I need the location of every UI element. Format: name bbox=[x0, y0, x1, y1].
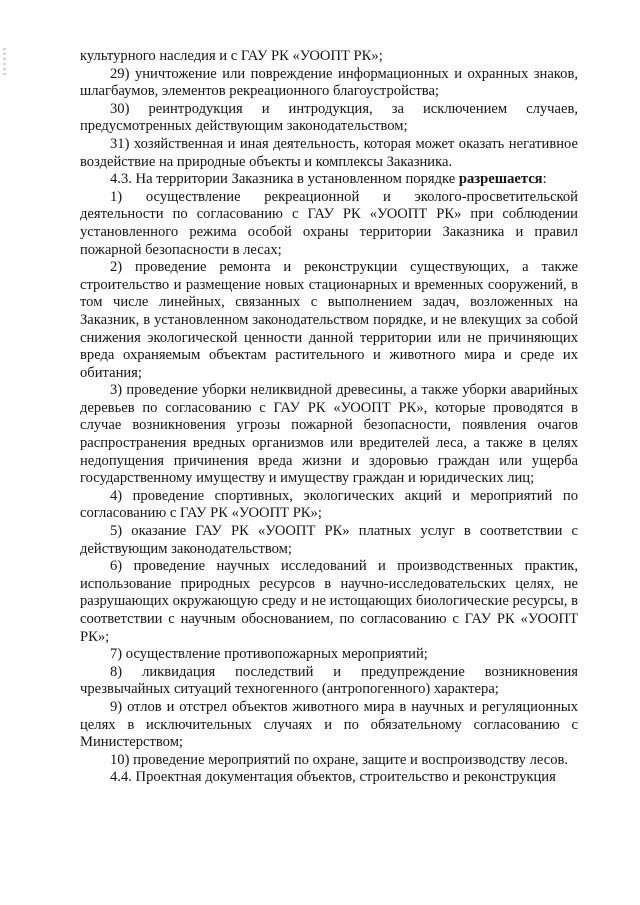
section-4-3-text: 4.3. На территории Заказника в установленном порядке bbox=[110, 171, 456, 188]
permitted-item-6: 6) проведение научных исследований и производственных практик, использование природных ресурсов в научно-исследовательских целях, не разрушающих окружающую среду и не истощающих биологические ресурсы, в соответствии с научным обоснованием, по согласованию с ГАУ РК «УООПТ РК»; bbox=[80, 558, 578, 645]
permitted-item-1: 1) осуществление рекреационной и эколого-просветительской деятельности по согласованию с ГАУ РК «УООПТ РК» при соблюдении установленного режима особой охраны территории Заказника и правил пожарной безопасности в лесах; bbox=[80, 188, 578, 258]
document-body bbox=[80, 48, 578, 787]
permitted-item-3: 3) проведение уборки неликвидной древесины, а также уборки аварийных деревьев по согласованию с ГАУ РК «УООПТ РК», которые проводятся в случае возникновения угрозы пожарной безопасности, появления очагов распространения вредных организмов или вредителей леса, а также в целях недопущения причинения вреда жизни и здоровью граждан или ущерба государственному имуществу и имуществу граждан и юридических лиц; bbox=[80, 382, 578, 487]
section-4-4-start: 4.4. Проектная документация объектов, строительство и реконструкция bbox=[110, 769, 556, 786]
paragraph-heritage-continuation: культурного наследия и с ГАУ РК «УООПТ РК»; bbox=[80, 48, 383, 64]
permitted-item-7: 7) осуществление противопожарных мероприятий; bbox=[110, 646, 428, 663]
paragraph-item-30: 30) реинтродукция и интродукция, за исключением случаев, предусмотренных действующим законодательством; bbox=[80, 100, 578, 135]
permitted-item-2: 2) проведение ремонта и реконструкции существующих, а также строительство и размещение новых стационарных и временных сооружений, в том числе линейных, связанных с выполнением задач, возложенных на Заказник, в установленном законодательством порядке, и не влекущих за собой снижения экологической ценности данной территории или не причиняющих вреда охраняемым объектам растительного и животного мира и среде их обитания; bbox=[80, 259, 578, 381]
scan-edge-marks bbox=[3, 48, 6, 78]
paragraph-item-31: 31) хозяйственная и иная деятельность, которая может оказать негативное воздействие на природные объекты и комплексы Заказника. bbox=[80, 135, 578, 170]
permitted-item-9: 9) отлов и отстрел объектов животного мира в научных и регуляционных целях в исключительных случаях и по обязательному согласованию с Министерством; bbox=[80, 698, 578, 751]
section-4-3-heading bbox=[80, 171, 578, 189]
permitted-item-8: 8) ликвидация последствий и предупреждение возникновения чрезвычайных ситуаций техногенного (антропогенного) характера; bbox=[80, 663, 578, 698]
paragraph-item-29: 29) уничтожение или повреждение информационных и охранных знаков, шлагбаумов, элементов рекреационного благоустройства; bbox=[80, 65, 578, 100]
section-4-3-colon: : bbox=[542, 171, 547, 188]
section-4-3-bold-word: разрешается bbox=[458, 171, 543, 188]
permitted-item-5: 5) оказание ГАУ РК «УООПТ РК» платных услуг в соответствии с действующим законодательством; bbox=[80, 523, 578, 557]
permitted-item-4: 4) проведение спортивных, экологических акций и мероприятий по согласованию с ГАУ РК «УООПТ РК»; bbox=[80, 487, 578, 522]
permitted-item-10: 10) проведение мероприятий по охране, защите и воспроизводству лесов. bbox=[110, 751, 569, 768]
